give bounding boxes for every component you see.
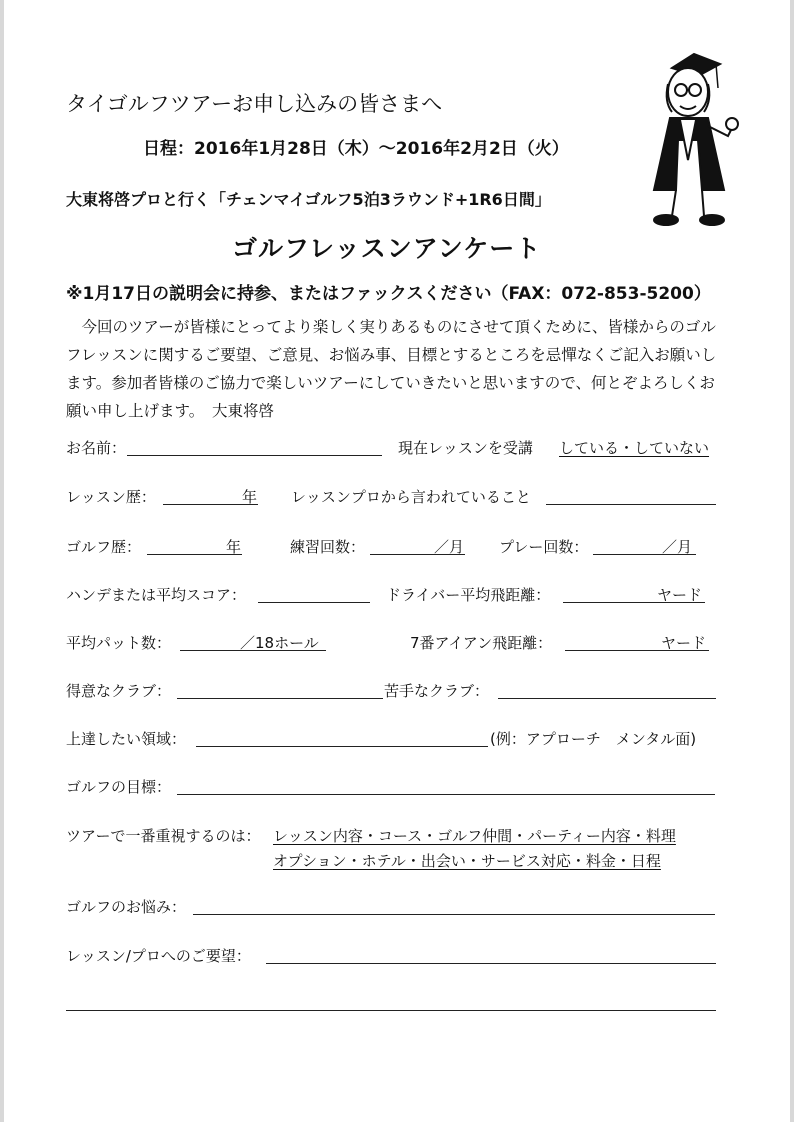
intro-paragraph: 今回のツアーが皆様にとってより楽しく実りあるものにさせて頂くために、皆様からのゴルフレッスンに関するご要望、ご意見、お悩み事、目標とするところを忌憚なくご記入お願いします。参加者皆様のご協力で楽しいツアーにしていきたいと思いますので、何とぞよろしくお願い申し上げます。 大東将啓 bbox=[66, 318, 717, 420]
fax-note: ※1月17日の説明会に持参、またはファックスください（FAX：072-853-5200） bbox=[66, 284, 711, 304]
improve-label: 上達したい領域： bbox=[66, 730, 187, 748]
scan-edge-right bbox=[790, 0, 794, 1122]
golf-years-unit: 年 bbox=[226, 538, 242, 556]
putt-label: 平均パット数： bbox=[66, 634, 172, 652]
practice-unit: ／月 bbox=[434, 538, 465, 556]
tour-title: 大東将啓プロと行く「チェンマイゴルフ5泊3ラウンド+1R6日間」 bbox=[66, 190, 551, 209]
request-field-extra-line[interactable] bbox=[66, 1010, 716, 1011]
iron-label: 7番アイアン飛距離： bbox=[410, 634, 553, 652]
schedule-text: 日程：2016年1月28日（木）～2016年2月2日（火） bbox=[143, 139, 569, 159]
name-label: お名前： bbox=[66, 439, 127, 457]
lesson-years-unit: 年 bbox=[242, 488, 258, 506]
lesson-status-label: 現在レッスンを受講 bbox=[398, 439, 533, 457]
handicap-label: ハンデまたは平均スコア： bbox=[66, 586, 247, 604]
improve-example: (例：アプローチ メンタル面) bbox=[490, 730, 697, 748]
worry-label: ゴルフのお悩み： bbox=[66, 898, 187, 916]
practice-label: 練習回数： bbox=[290, 538, 366, 556]
improve-field[interactable] bbox=[196, 746, 488, 747]
goal-label: ゴルフの目標： bbox=[66, 778, 172, 796]
told-by-pro-label: レッスンプロから言われていること bbox=[291, 488, 531, 506]
driver-label: ドライバー平均飛距離： bbox=[386, 586, 551, 604]
goal-field[interactable] bbox=[177, 794, 715, 795]
page-title: ゴルフレッスンアンケート bbox=[232, 234, 542, 263]
play-unit: ／月 bbox=[662, 538, 693, 556]
request-field[interactable] bbox=[266, 963, 716, 964]
driver-unit: ヤード bbox=[657, 586, 703, 604]
play-label: プレー回数： bbox=[499, 538, 589, 556]
iron-unit: ヤード bbox=[661, 634, 707, 652]
greeting-heading: タイゴルフツアーお申し込みの皆さまへ bbox=[66, 92, 443, 116]
request-label: レッスン/プロへのご要望： bbox=[66, 947, 251, 965]
priority-options-line2[interactable]: オプション・ホテル・出会い・サービス対応・料金・日程 bbox=[273, 852, 661, 870]
told-by-pro-field[interactable] bbox=[546, 504, 716, 505]
name-field[interactable] bbox=[127, 455, 382, 456]
weak-club-label: 苦手なクラブ： bbox=[384, 682, 490, 700]
lesson-years-label: レッスン歴： bbox=[66, 488, 156, 506]
priority-label: ツアーで一番重視するのは： bbox=[66, 827, 261, 845]
worry-field[interactable] bbox=[193, 914, 715, 915]
good-club-field[interactable] bbox=[177, 698, 383, 699]
weak-club-field[interactable] bbox=[498, 698, 716, 699]
priority-options-line1[interactable]: レッスン内容・コース・ゴルフ仲間・パーティー内容・料理 bbox=[273, 827, 676, 845]
golf-years-label: ゴルフ歴： bbox=[66, 538, 142, 556]
cartoon-professor-illustration bbox=[632, 40, 752, 230]
putt-unit: ／18ホール bbox=[240, 634, 319, 652]
scan-edge-left bbox=[0, 0, 4, 1122]
good-club-label: 得意なクラブ： bbox=[66, 682, 172, 700]
lesson-status-options[interactable]: している・していない bbox=[559, 439, 710, 457]
handicap-field[interactable] bbox=[258, 602, 370, 603]
